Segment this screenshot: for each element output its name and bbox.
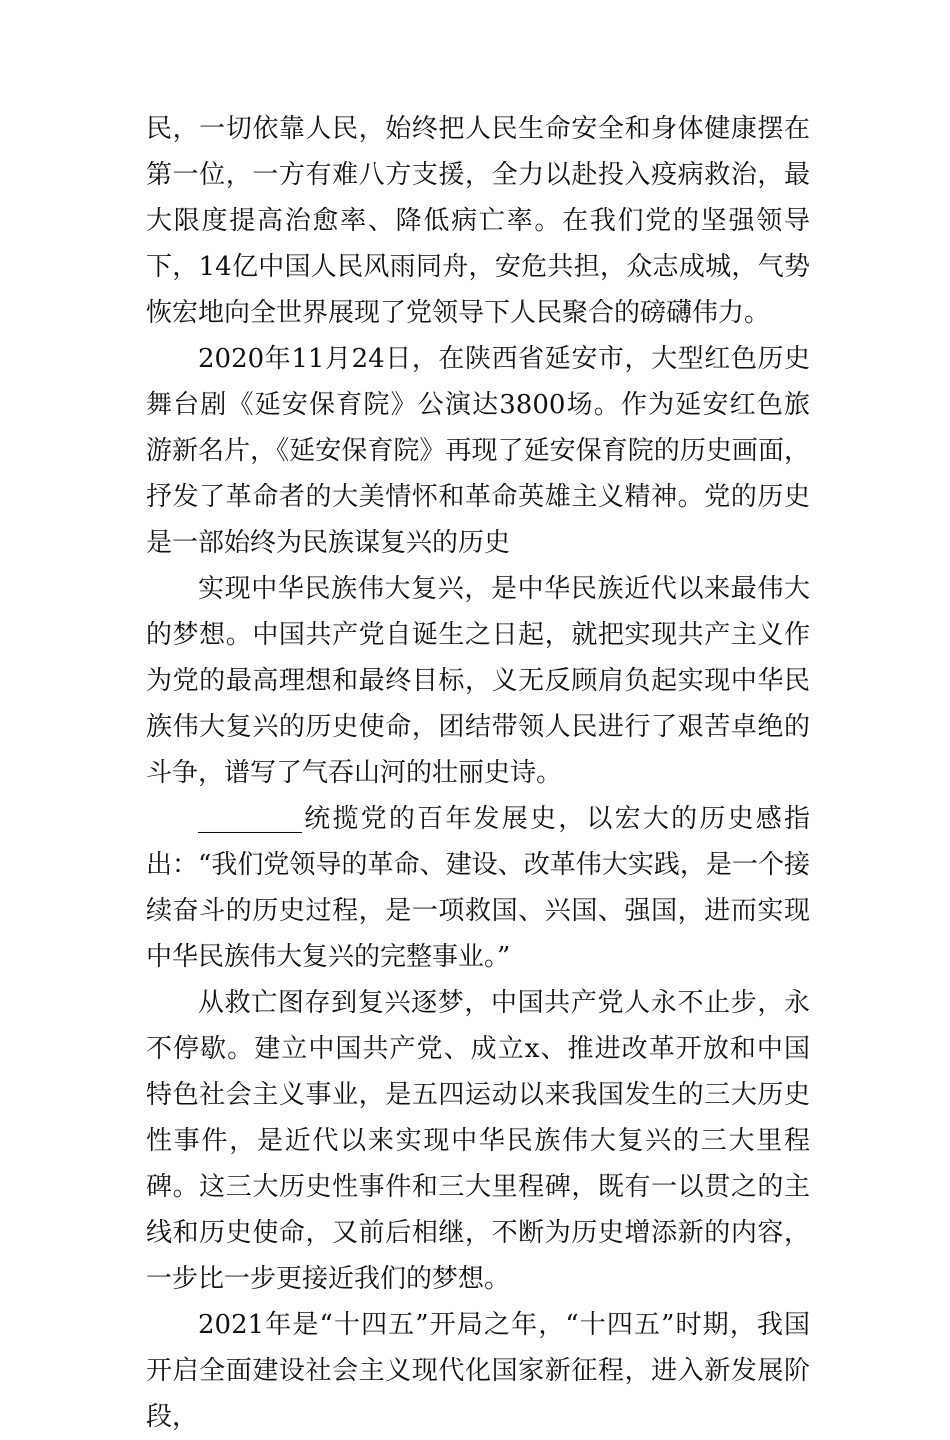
paragraph-fourteenth-five-year: 2021年是“十四五”开局之年，“十四五”时期，我国开启全面建设社会主义现代化国家新征程，进入新发展阶段， bbox=[146, 1310, 810, 1432]
paragraph-continued: 民，一切依靠人民，始终把人民生命安全和身体健康摆在第一位，一方有难八方支援，全力以赴投入疫病救治，最大限度提高治愈率、降低病亡率。在我们党的坚强领导下，14亿中国人民风雨同舟，安危共担，众志成城，气势恢宏地向全世界展现了党领导下人民聚合的磅礴伟力。 bbox=[146, 114, 810, 328]
paragraph-milestones: 从救亡图存到复兴逐梦，中国共产党人永不止步，永不停歇。建立中国共产党、成立x、推进改革开放和中国特色社会主义事业，是五四运动以来我国发生的三大历史性事件，是近代以来实现中华民族伟大复兴的三大里程碑。这三大历史性事件和三大里程碑，既有一以贯之的主线和历史使命，又前后相继，不断为历史增添新的内容，一步比一步更接近我们的梦想。 bbox=[146, 988, 810, 1294]
paragraph-rejuvenation-dream: 实现中华民族伟大复兴，是中华民族近代以来最伟大的梦想。中国共产党自诞生之日起，就把实现共产主义作为党的最高理想和最终目标，义无反顾肩负起实现中华民族伟大复兴的历史使命，团结带领人民进行了艰苦卓绝的斗争，谱写了气吞山河的壮丽史诗。 bbox=[146, 574, 810, 788]
document-body bbox=[146, 106, 810, 1440]
paragraph-party-history-quote: ________统揽党的百年发展史，以宏大的历史感指出：“我们党领导的革命、建设、改革伟大实践，是一个接续奋斗的历史过程，是一项救国、兴国、强国，进而实现中华民族伟大复兴的完整事业。” bbox=[146, 804, 810, 972]
paragraph-yanan-play: 2020年11月24日，在陕西省延安市，大型红色历史舞台剧《延安保育院》公演达3800场。作为延安红色旅游新名片，《延安保育院》再现了延安保育院的历史画面，抒发了革命者的大美情怀和革命英雄主义精神。党的历史是一部始终为民族谋复兴的历史 bbox=[146, 344, 810, 558]
